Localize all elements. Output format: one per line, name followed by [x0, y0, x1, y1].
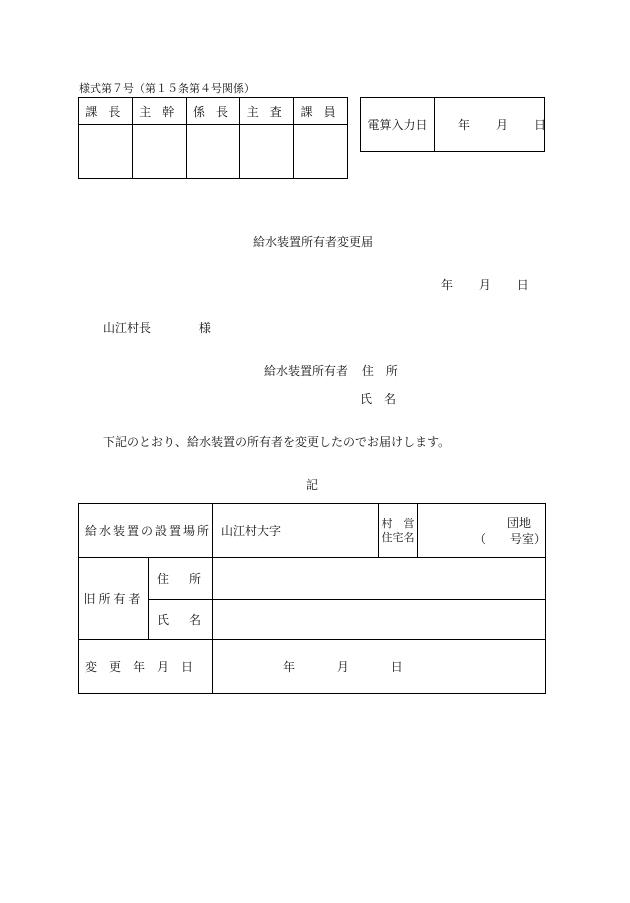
change-date-label: 変 更 年 月 日 [79, 640, 213, 694]
approval-header-shusa: 主査 [240, 98, 294, 125]
danchi-text: 団地 [507, 515, 532, 530]
addressee [103, 321, 211, 335]
change-date-field[interactable] [213, 640, 546, 694]
old-owner-address-field[interactable] [213, 558, 546, 600]
stamp-cell[interactable] [240, 125, 294, 179]
approval-header-shukan: 主幹 [132, 98, 186, 125]
addressee-honorific: 様 [198, 321, 211, 335]
details-table [78, 503, 546, 694]
approval-header-kakaricho: 係長 [186, 98, 240, 125]
stamp-cell[interactable] [132, 125, 186, 179]
date-year: 年 [441, 278, 454, 292]
applicant-address-label: 住 所 [361, 364, 398, 378]
entry-year: 年 [458, 118, 471, 132]
applicant-address-line [264, 364, 398, 378]
approval-header-kacho: 課長 [79, 98, 133, 125]
change-year: 年 [283, 660, 296, 674]
approval-header-kain: 課員 [294, 98, 348, 125]
data-entry-date-box [360, 97, 545, 152]
old-owner-address-label: 住 所 [149, 558, 213, 600]
addressee-name: 山江村長 [103, 321, 152, 335]
change-day: 日 [390, 660, 403, 674]
location-value[interactable]: 山江村大字 [213, 504, 379, 558]
housing-name-field[interactable] [418, 504, 546, 558]
old-owner-name-field[interactable] [213, 600, 546, 640]
date-month: 月 [478, 278, 491, 292]
village-housing-label [379, 504, 418, 558]
approval-stamp-table [78, 97, 348, 179]
location-label: 給水装置の設置場所 [79, 504, 213, 558]
applicant-label: 給水装置所有者 [264, 364, 349, 378]
village-label-line2: 住宅名 [381, 530, 415, 544]
stamp-cell[interactable] [186, 125, 240, 179]
statement: 下記のとおり、給水装置の所有者を変更したのでお届けします。 [103, 435, 451, 449]
old-owner-name-label: 氏 名 [149, 600, 213, 640]
document-title: 給水装置所有者変更届 [253, 235, 374, 249]
entry-day: 日 [534, 118, 547, 132]
village-label-line1: 村 営 [381, 516, 415, 530]
old-owner-label: 旧所有者 [79, 558, 149, 640]
ki-mark: 記 [306, 478, 319, 492]
form-number: 様式第７号（第１５条第４号関係） [79, 82, 255, 95]
stamp-cell[interactable] [79, 125, 133, 179]
room-text: （ 号室） [474, 531, 547, 546]
applicant-name-label: 氏 名 [360, 392, 397, 406]
submission-date[interactable] [441, 278, 529, 292]
date-day: 日 [516, 278, 529, 292]
change-month: 月 [336, 660, 349, 674]
data-entry-label: 電算入力日 [361, 98, 435, 151]
data-entry-date-field[interactable] [434, 98, 547, 151]
stamp-cell[interactable] [294, 125, 348, 179]
entry-month: 月 [496, 118, 509, 132]
